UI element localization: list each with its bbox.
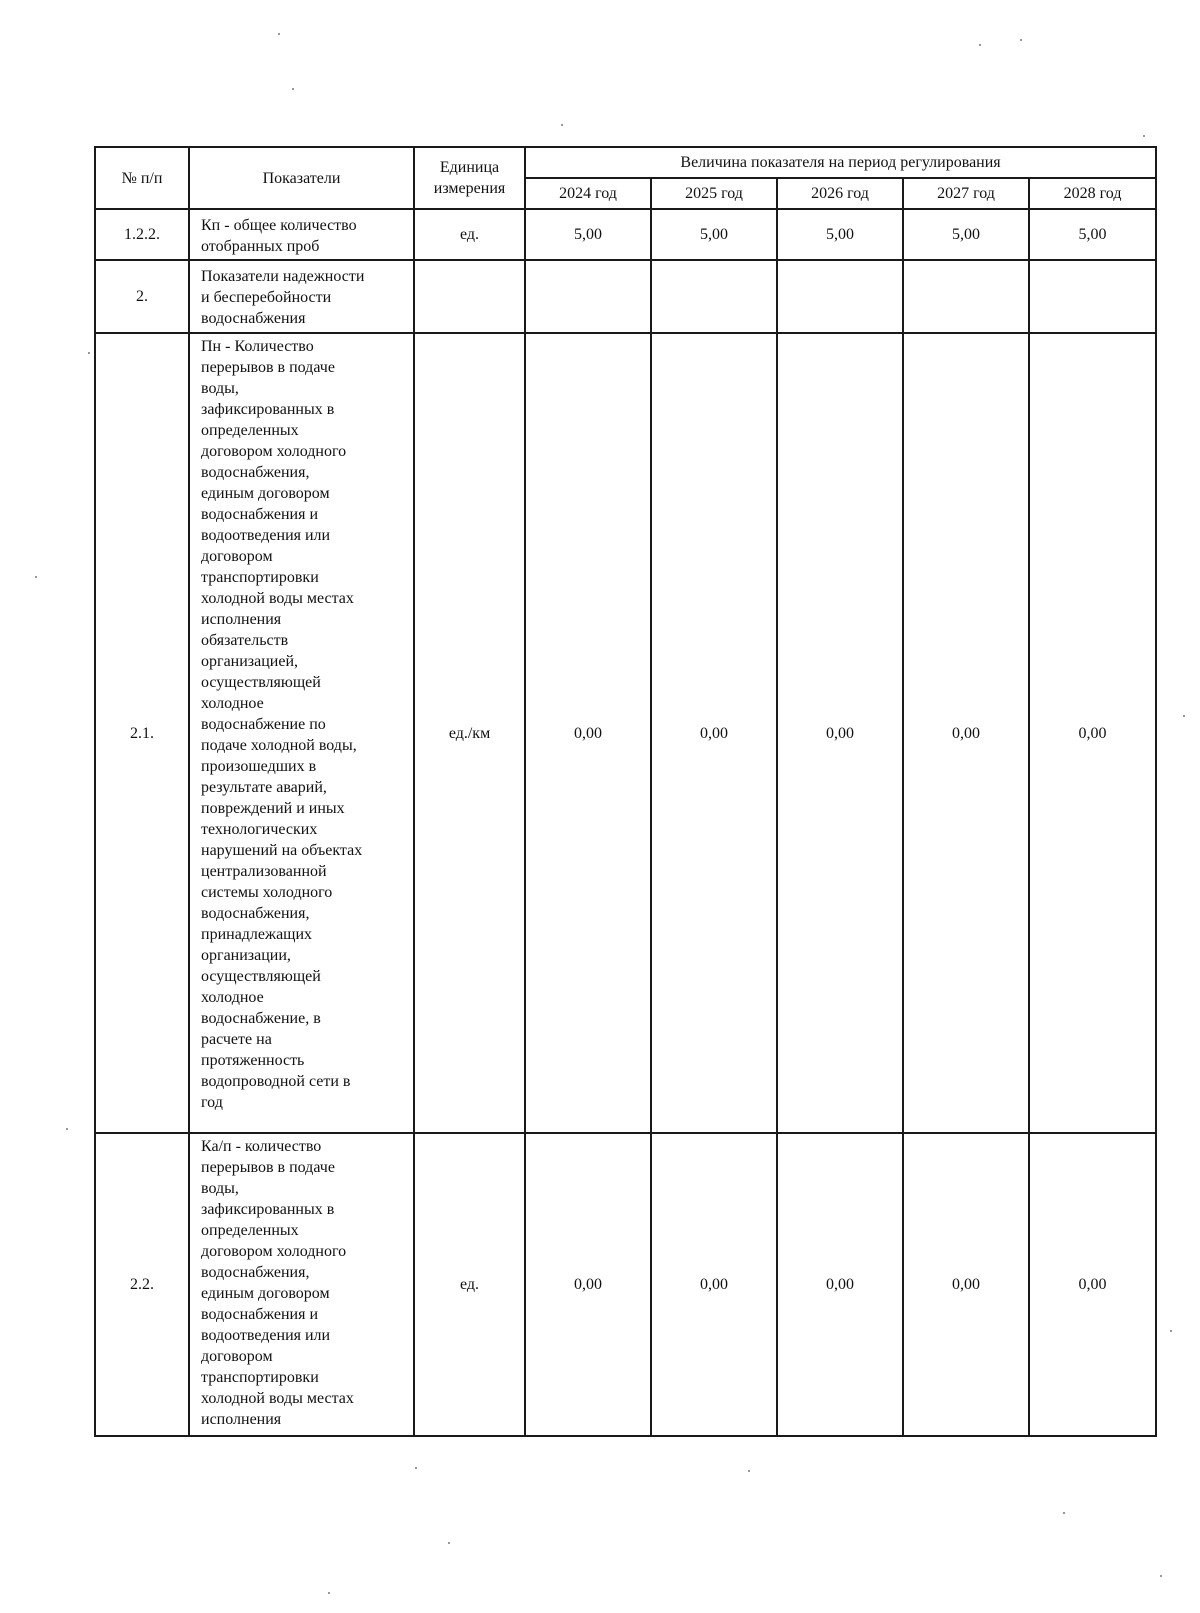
indicator-line: год — [201, 1094, 223, 1111]
value-2027: 5,00 — [903, 209, 1029, 260]
value-2025: 0,00 — [651, 1133, 777, 1436]
indicator-line: холодной воды местах — [201, 590, 354, 607]
indicator-line: осуществляющей — [201, 968, 321, 985]
indicator-line: исполнения — [201, 1411, 282, 1428]
indicator-line: организации, — [201, 947, 291, 964]
indicator-line: водоснабжения, — [201, 905, 310, 922]
indicator-line: единым договором — [201, 485, 330, 502]
value-2024: 0,00 — [525, 1133, 651, 1436]
value-2024: 0,00 — [525, 333, 651, 1133]
scan-speck — [278, 33, 280, 35]
header-unit-line1: Единица — [439, 159, 500, 176]
row-indicator — [189, 209, 414, 260]
indicator-line: воды, — [201, 1180, 239, 1197]
value-2028 — [1029, 260, 1156, 333]
row-num: 2. — [95, 260, 189, 333]
indicator-line: определенных — [201, 1222, 299, 1239]
header-year-2026: 2026 год — [777, 178, 903, 209]
header-year-2027: 2027 год — [903, 178, 1029, 209]
value-2028: 0,00 — [1029, 333, 1156, 1133]
row-indicator — [189, 333, 414, 1133]
scan-speck — [561, 124, 563, 126]
indicator-line: водоотведения или — [201, 527, 331, 544]
value-2025: 5,00 — [651, 209, 777, 260]
indicator-line: водоснабжения и — [201, 1306, 319, 1323]
row-num: 2.2. — [95, 1133, 189, 1436]
indicator-line: перерывов в подаче — [201, 1159, 335, 1176]
indicator-line: Показатели надежности — [201, 268, 365, 285]
scan-speck — [88, 352, 90, 354]
scan-speck — [1063, 1512, 1065, 1514]
scan-speck — [1183, 715, 1185, 717]
indicator-line: транспортировки — [201, 569, 319, 586]
indicator-line: транспортировки — [201, 1369, 319, 1386]
indicator-line: Пн - Количество — [201, 338, 314, 355]
indicator-line: водопроводной сети в — [201, 1073, 351, 1090]
indicator-line: водоотведения или — [201, 1327, 331, 1344]
table-row — [95, 333, 1156, 1133]
indicator-line: договором холодного — [201, 1243, 347, 1260]
indicator-line: перерывов в подаче — [201, 359, 335, 376]
scan-speck — [35, 576, 37, 578]
indicator-line: холодное — [201, 989, 264, 1006]
header-year-2025: 2025 год — [651, 178, 777, 209]
indicator-line: нарушений на объектах — [201, 842, 363, 859]
indicator-line: обязательств — [201, 632, 289, 649]
row-indicator — [189, 260, 414, 333]
indicator-line: принадлежащих — [201, 926, 313, 943]
indicator-line: Кп - общее количество — [201, 216, 357, 234]
indicator-line: определенных — [201, 422, 299, 439]
indicator-line: исполнения — [201, 611, 282, 628]
value-2028: 5,00 — [1029, 209, 1156, 260]
header-period: Величина показателя на период регулирования — [525, 147, 1156, 178]
value-2026: 5,00 — [777, 209, 903, 260]
scan-speck — [1143, 135, 1145, 137]
indicator-line: водоснабжения и — [201, 506, 319, 523]
indicator-line: договором — [201, 548, 273, 565]
indicator-line: подаче холодной воды, — [201, 737, 357, 754]
value-2027 — [903, 260, 1029, 333]
header-unit — [414, 147, 525, 209]
table-row — [95, 1133, 1156, 1436]
indicators-table — [94, 146, 1157, 1437]
scan-speck — [448, 1542, 450, 1544]
indicator-line: водоснабжение по — [201, 716, 326, 733]
header-year-2024: 2024 год — [525, 178, 651, 209]
value-2025 — [651, 260, 777, 333]
indicator-line: холодной воды местах — [201, 1390, 354, 1407]
header-indicator: Показатели — [189, 147, 414, 209]
scan-speck — [292, 88, 294, 90]
value-2026: 0,00 — [777, 1133, 903, 1436]
scan-speck — [1160, 1575, 1162, 1577]
scan-speck — [748, 1470, 750, 1472]
value-2028: 0,00 — [1029, 1133, 1156, 1436]
value-2026: 0,00 — [777, 333, 903, 1133]
indicator-line: централизованной — [201, 863, 327, 880]
indicator-line: осуществляющей — [201, 674, 321, 691]
scan-speck — [66, 1128, 68, 1130]
scan-speck — [415, 1467, 417, 1469]
indicator-line: результате аварий, — [201, 779, 327, 796]
indicator-line: повреждений и иных — [201, 800, 345, 817]
indicator-line: технологических — [201, 821, 318, 838]
indicator-line: водоснабжения, — [201, 1264, 310, 1281]
row-unit — [414, 260, 525, 333]
indicator-line: холодное — [201, 695, 264, 712]
indicator-line: зафиксированных в — [201, 401, 335, 418]
indicator-line: воды, — [201, 380, 239, 397]
scan-speck — [1170, 1330, 1172, 1332]
indicator-line: отобранных проб — [201, 237, 320, 255]
value-2027: 0,00 — [903, 1133, 1029, 1436]
value-2025: 0,00 — [651, 333, 777, 1133]
indicator-line: произошедших в — [201, 758, 317, 775]
indicator-line: водоснабжения, — [201, 464, 310, 481]
row-unit: ед. — [414, 209, 525, 260]
row-num: 2.1. — [95, 333, 189, 1133]
indicator-line: протяженность — [201, 1052, 305, 1069]
row-num: 1.2.2. — [95, 209, 189, 260]
scan-speck — [1020, 39, 1022, 41]
indicator-line: и бесперебойности — [201, 289, 332, 306]
value-2027: 0,00 — [903, 333, 1029, 1133]
value-2024 — [525, 260, 651, 333]
row-indicator — [189, 1133, 414, 1436]
indicator-line: водоснабжение, в — [201, 1010, 321, 1027]
header-unit-line2: измерения — [433, 180, 506, 197]
indicator-line: договором холодного — [201, 443, 347, 460]
row-unit: ед./км — [414, 333, 525, 1133]
document-page — [94, 146, 1157, 1437]
indicator-line: зафиксированных в — [201, 1201, 335, 1218]
header-num: № п/п — [95, 147, 189, 209]
value-2024: 5,00 — [525, 209, 651, 260]
indicator-line: системы холодного — [201, 884, 333, 901]
indicator-line: водоснабжения — [201, 310, 306, 327]
table-row — [95, 209, 1156, 260]
indicator-line: Ка/п - количество — [201, 1138, 322, 1155]
indicator-line: организацией, — [201, 653, 298, 670]
header-year-2028: 2028 год — [1029, 178, 1156, 209]
scan-speck — [979, 44, 981, 46]
indicator-line: единым договором — [201, 1285, 330, 1302]
indicator-line: договором — [201, 1348, 273, 1365]
row-unit: ед. — [414, 1133, 525, 1436]
scan-speck — [328, 1592, 330, 1594]
indicator-line: расчете на — [201, 1031, 272, 1048]
table-row — [95, 260, 1156, 333]
value-2026 — [777, 260, 903, 333]
